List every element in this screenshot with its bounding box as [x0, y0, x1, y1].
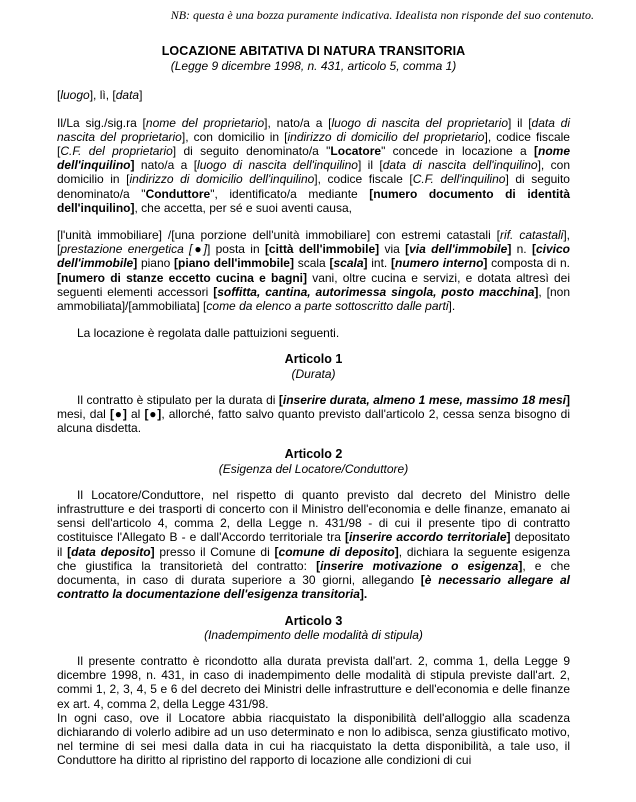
emphasis-bold: [: [405, 242, 410, 257]
placeholder-italic: data di nascita dell'inquilino: [382, 158, 538, 173]
text-run: [l'unità immobiliare] /[una porzione dell'unità immobiliare] con estremi catastali [: [57, 228, 501, 243]
emphasis-bold: [piano dell'immobile]: [174, 256, 294, 271]
text-run: ], con domicilio in [: [181, 129, 288, 144]
placeholder-bold-italic: inserire durata, almeno 1 mese, massimo 18 mesi: [282, 392, 566, 407]
text-run: scala: [293, 256, 330, 271]
placeholder-italic: come da elenco a parte sottoscritto dalle parti: [206, 299, 449, 314]
text-run: , che accetta, per sé e suoi aventi causa,: [134, 200, 352, 215]
text-run: ]: [139, 88, 143, 103]
emphasis-bold: [●]: [109, 407, 127, 422]
placeholder-bold-italic: è necessario allegare al contratto la documentazione dell'esigenza transitoria: [57, 573, 570, 602]
contract-body: [57, 44, 570, 768]
placeholder-bold-italic: scala: [333, 256, 364, 271]
text-run: al: [126, 407, 145, 422]
document-title: LOCAZIONE ABITATIVA DI NATURA TRANSITORIA: [161, 44, 466, 58]
placeholder-italic: indirizzo di domicilio del proprietario: [287, 129, 485, 144]
emphasis-bold: ]: [506, 530, 511, 545]
disclaimer-note: NB: questa è una bozza puramente indicativa. Idealista non risponde del suo contenuto.: [170, 8, 594, 22]
parties-paragraph: [57, 116, 570, 215]
text-run: , allorché, fatto salvo quanto previsto dall'articolo 2, cessa senza bisogno di alcuna disdetta.: [57, 407, 571, 436]
emphasis-bold: [: [534, 144, 538, 159]
text-run: Il contratto è stipulato per la durata di: [77, 392, 279, 407]
text-run: piano: [137, 256, 175, 271]
article-2: [57, 447, 570, 601]
article-title: Articolo 1: [284, 352, 343, 367]
text-run: ].: [448, 299, 456, 314]
text-run: presso il Comune di: [154, 544, 275, 559]
emphasis-bold: ]: [534, 284, 539, 299]
placeholder-italic: luogo: [60, 88, 90, 103]
emphasis-bold: ]: [507, 242, 512, 257]
emphasis-bold: [●]: [144, 407, 162, 422]
placeholder-bold-italic: comune di deposito: [278, 544, 395, 559]
emphasis-bold: ]: [483, 256, 488, 271]
article-paragraph: [57, 711, 570, 768]
text-run: composta di n.: [487, 256, 570, 271]
emphasis-bold: [città dell'immobile]: [264, 242, 380, 257]
text-run: via: [379, 242, 406, 257]
emphasis-bold: [: [329, 256, 334, 271]
text-run: ], codice fiscale [: [57, 129, 570, 159]
emphasis-bold: [: [344, 530, 349, 545]
text-run: ], nato/a a [: [264, 115, 332, 130]
text-run: Il/La sig./sig.ra [: [57, 115, 146, 130]
text-run: ] posta in: [206, 242, 265, 257]
emphasis-bold: Locatore: [330, 144, 382, 159]
placeholder-italic: luogo di nascita del proprietario: [331, 115, 509, 130]
article-paragraph: [57, 654, 570, 711]
text-run: ] di seguito denominato/a ": [57, 172, 570, 201]
emphasis-bold: ]: [394, 544, 399, 559]
text-run: nato/a a [: [134, 158, 198, 173]
article-subtitle: (Esigenza del Locatore/Conduttore): [218, 461, 409, 476]
text-run: ] di seguito denominato/a ": [172, 144, 331, 159]
emphasis-bold: ]: [566, 392, 570, 407]
text-run: , e che documenta, in caso di durata superiore a 30 giorni, allegando: [57, 558, 570, 588]
emphasis-bold: ]: [130, 158, 135, 173]
text-run: [: [57, 88, 61, 103]
text-run: vani, oltre cucina e servizi, e dotata altresì dei seguenti elementi accessori: [57, 270, 571, 299]
article-3: [57, 614, 570, 768]
text-run: Il presente contratto è ricondotto alla durata prevista dall'art. 2, comma 1, della Legge 9 dicembre 1998, n. 431, in caso di inadempimento delle modalità di stipula previste dall'art. 2, commi 1, 2, 3, 4, 5 e 6 del decreto dei Ministri delle infrastrutture e dell'economia e delle finanze ex art. 4, comma 2, della Legge 431/98.: [57, 653, 570, 711]
emphasis-bold: [: [274, 544, 279, 559]
article-paragraph: [57, 393, 570, 436]
text-run: In ogni caso, ove il Locatore abbia riacquistato la disponibilità dell'alloggio alla scadenza dichiarando di volerlo adibire ad un uso determinato e non lo adibisca, senza giustificato motivo, nel termine di sei mesi dalla data in cui ha riacquistato la detta disponibilità, a tale uso, il Conduttore ha diritto al ripristino del rapporto di locazione alle condizioni di cui: [57, 710, 570, 768]
text-run: n.: [511, 242, 532, 257]
emphasis-bold: ].: [359, 587, 368, 602]
placeholder-bold-italic: via dell'immobile: [409, 242, 508, 257]
property-paragraph: [57, 228, 570, 313]
emphasis-bold: ]: [133, 256, 138, 271]
article-subtitle: (Inadempimento delle modalità di stipula): [204, 627, 423, 642]
text-run: ] il [: [357, 158, 383, 173]
placeholder-italic: indirizzo di domicilio dell'inquilino: [129, 172, 315, 187]
emphasis-bold: [: [531, 242, 536, 257]
text-run: depositato il: [57, 530, 570, 559]
text-run: ], lì, [: [89, 88, 116, 103]
text-run: ], con domicilio in [: [57, 158, 570, 187]
text-run: ", identificato/a mediante: [210, 186, 370, 201]
emphasis-bold: [: [67, 544, 72, 559]
emphasis-bold: Conduttore: [145, 186, 211, 201]
article-1: [57, 352, 570, 435]
emphasis-bold: [numero di stanze eccetto cucina e bagni]: [57, 270, 307, 285]
emphasis-bold: ]: [363, 256, 368, 271]
emphasis-bold: [: [213, 284, 218, 299]
articles-section: [57, 352, 570, 767]
document-subtitle: (Legge 9 dicembre 1998, n. 431, articolo 5, comma 1): [170, 59, 457, 74]
article-title: Articolo 2: [284, 447, 343, 462]
place-date-line: [57, 88, 570, 102]
text-run: " concede in locazione a: [381, 144, 534, 159]
emphasis-bold: [numero documento di identità dell'inquilino]: [57, 186, 570, 215]
placeholder-italic: prestazione energetica [●]: [60, 242, 207, 257]
placeholder-italic: C.F. del proprietario: [60, 144, 173, 159]
text-run: , [non ammobiliata]/[ammobiliata] [: [57, 284, 570, 314]
placeholder-italic: rif. catastali: [500, 228, 564, 243]
placeholder-bold-italic: inserire accordo territoriale: [348, 530, 507, 545]
placeholder-bold-italic: soffitta, cantina, autorimessa singola, posto macchina: [217, 284, 535, 299]
text-run: , dichiara la seguente esigenza che giustifica la transitorietà del contratto:: [57, 544, 570, 573]
placeholder-bold-italic: nome dell'inquilino: [57, 144, 571, 173]
intro-line: La locazione è regolata dalle pattuizioni seguenti.: [77, 326, 340, 341]
article-subtitle: (Durata): [291, 366, 336, 381]
emphasis-bold: [: [278, 392, 283, 407]
placeholder-bold-italic: inserire motivazione o esigenza: [320, 558, 519, 573]
emphasis-bold: ]: [150, 544, 155, 559]
placeholder-italic: C.F. dell'inquilino: [412, 172, 506, 187]
text-run: ] il [: [508, 115, 532, 130]
text-run: ], codice fiscale [: [314, 172, 413, 187]
text-run: Il Locatore/Conduttore, nel rispetto di quanto previsto dal decreto del Ministro delle infrastrutture e dei trasporti di concerto con il Ministro dell'economia e delle finanze, emanato ai sensi dell'articolo 4, comma 2, della Legge n. 431/98 - di cui il presente tipo di contratto costituisce l'Allegato B - e dall'Accordo territoriale tra: [57, 487, 570, 545]
text-run: ], [: [57, 228, 571, 257]
emphasis-bold: [: [420, 573, 425, 588]
placeholder-bold-italic: numero interno: [395, 256, 484, 271]
placeholder-italic: luogo di nascita dell'inquilino: [197, 158, 358, 173]
placeholder-bold-italic: civico dell'immobile: [57, 242, 570, 271]
emphasis-bold: [: [391, 256, 395, 271]
placeholder-italic: data di nascita del proprietario: [57, 115, 571, 144]
article-title: Articolo 3: [284, 613, 343, 628]
placeholder-bold-italic: data deposito: [71, 544, 151, 559]
text-run: int.: [367, 256, 391, 271]
placeholder-italic: data: [115, 88, 140, 103]
placeholder-italic: nome del proprietario: [145, 115, 265, 130]
emphasis-bold: [: [316, 558, 321, 573]
emphasis-bold: ]: [518, 558, 523, 573]
article-paragraph: [57, 488, 570, 602]
text-run: mesi, dal: [57, 407, 110, 422]
